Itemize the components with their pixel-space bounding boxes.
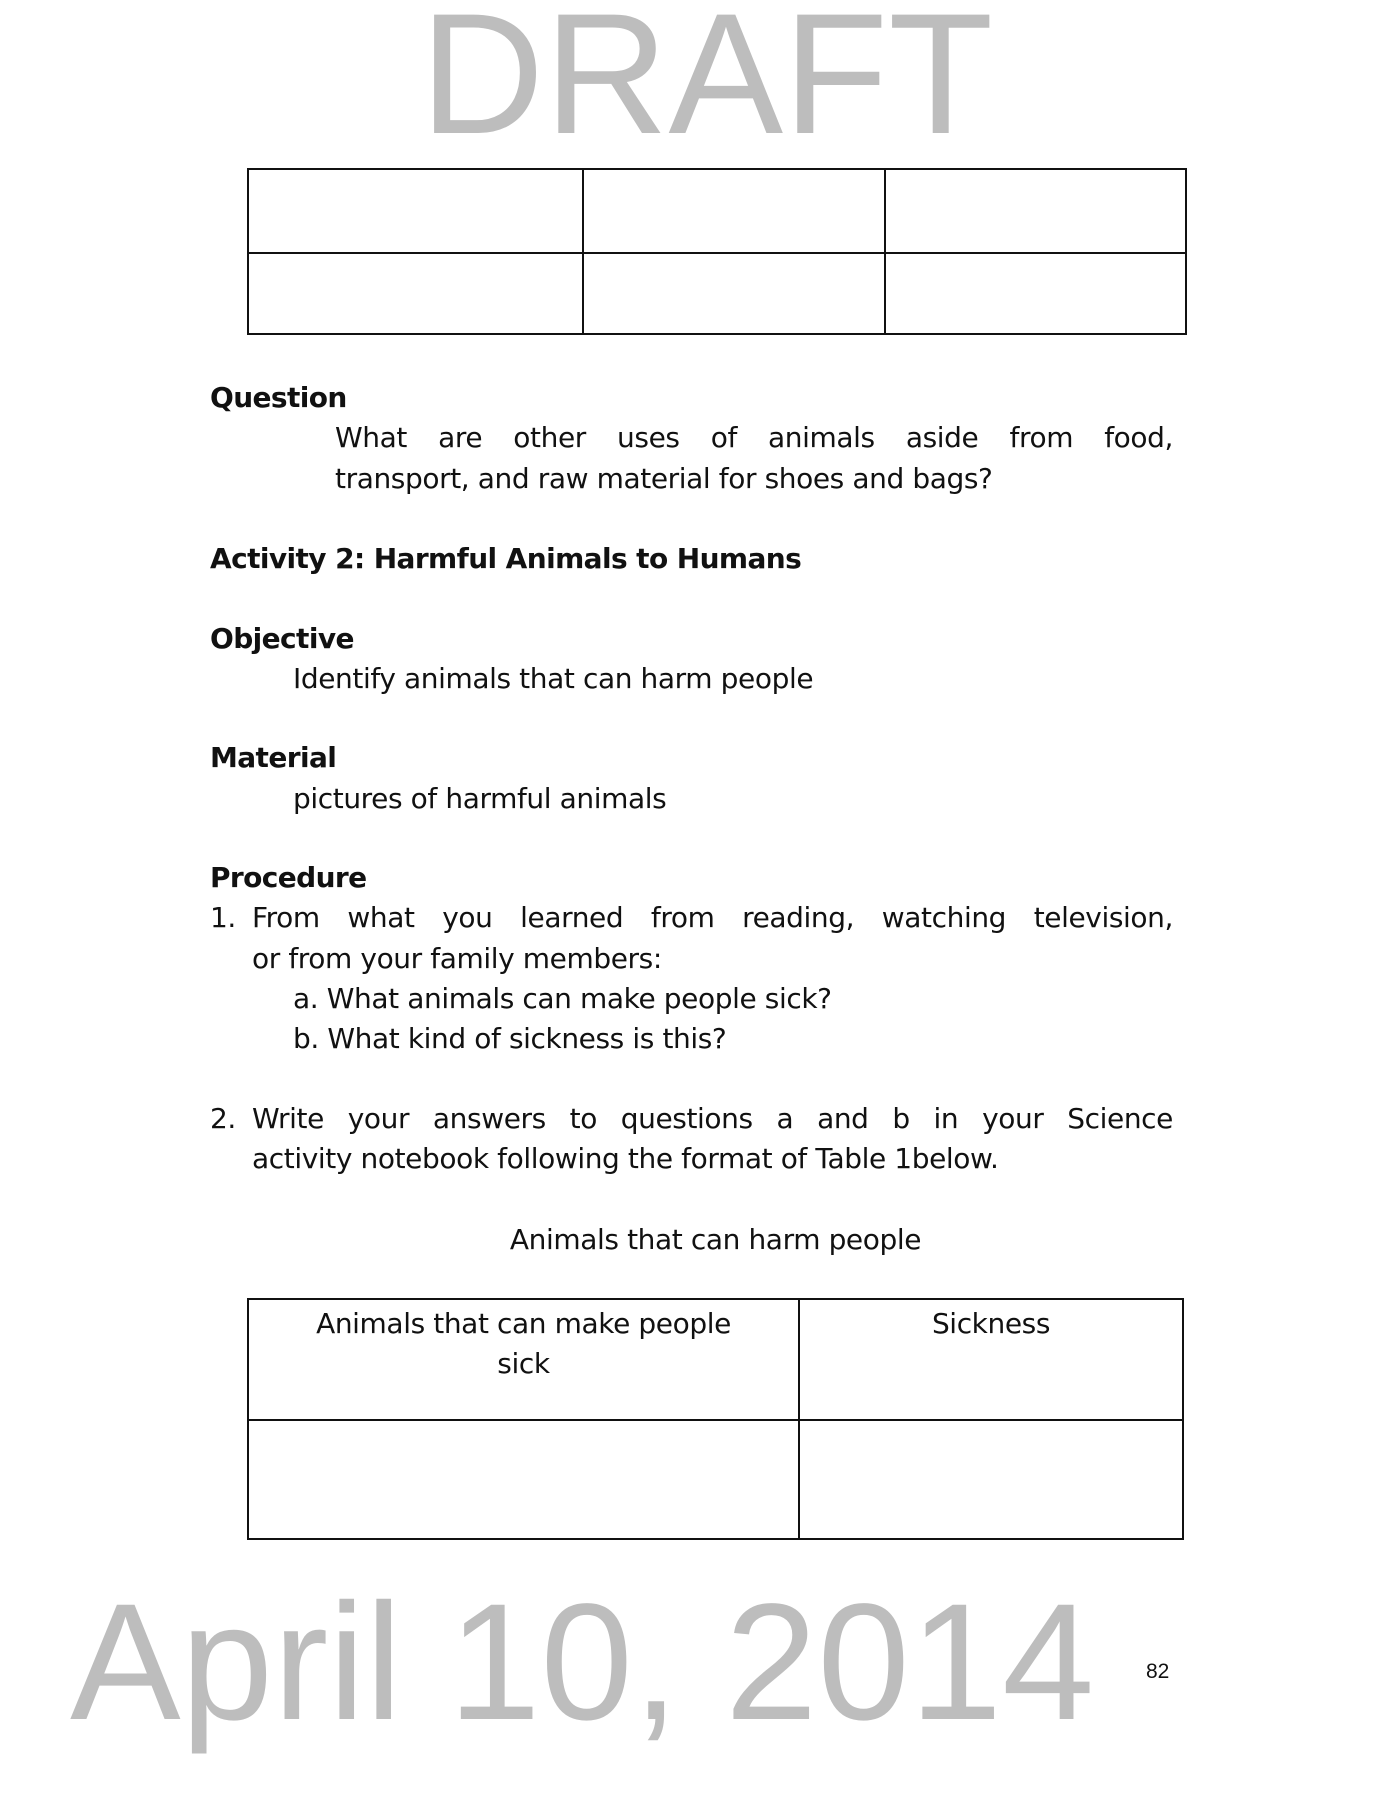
procedure-heading: Procedure — [210, 861, 367, 894]
table-cell — [248, 169, 583, 253]
watermark-draft: DRAFT — [420, 0, 994, 170]
table-cell — [583, 253, 885, 334]
material-text: pictures of harmful animals — [293, 782, 667, 815]
table-cell — [885, 253, 1186, 334]
objective-heading: Objective — [210, 622, 354, 655]
question-text-line: What are other uses of animals aside from food, — [335, 421, 1173, 454]
activity-title: Activity 2: Harmful Animals to Humans — [210, 542, 802, 575]
page-number: 82 — [1146, 1660, 1170, 1683]
table-cell — [885, 169, 1186, 253]
table-cell — [799, 1420, 1183, 1539]
material-heading: Material — [210, 741, 337, 774]
table-header-sickness: Sickness — [799, 1299, 1183, 1420]
sub-question: a. What animals can make people sick? — [293, 982, 832, 1015]
animals-table — [247, 1298, 1184, 1540]
objective-text: Identify animals that can harm people — [293, 662, 814, 695]
table-cell — [248, 1420, 799, 1539]
step-number: 1. — [210, 901, 236, 934]
step-text-line: activity notebook following the format of Table 1below. — [252, 1142, 999, 1175]
step-text-line: Write your answers to questions a and b in your Science — [252, 1102, 1173, 1135]
sub-question: b. What kind of sickness is this? — [293, 1022, 727, 1055]
blank-table — [247, 168, 1187, 335]
table-cell — [248, 253, 583, 334]
watermark-date: April 10, 2014 — [70, 1570, 1095, 1755]
step-text-line: From what you learned from reading, watching television, — [252, 901, 1173, 934]
step-number: 2. — [210, 1102, 236, 1135]
table-caption: Animals that can harm people — [509, 1223, 922, 1256]
step-text-line: or from your family members: — [252, 942, 662, 975]
question-text-line: transport, and raw material for shoes and bags? — [335, 462, 993, 495]
table-header-animals: Animals that can make people sick — [248, 1299, 799, 1420]
table-cell — [583, 169, 885, 253]
question-heading: Question — [210, 381, 347, 414]
